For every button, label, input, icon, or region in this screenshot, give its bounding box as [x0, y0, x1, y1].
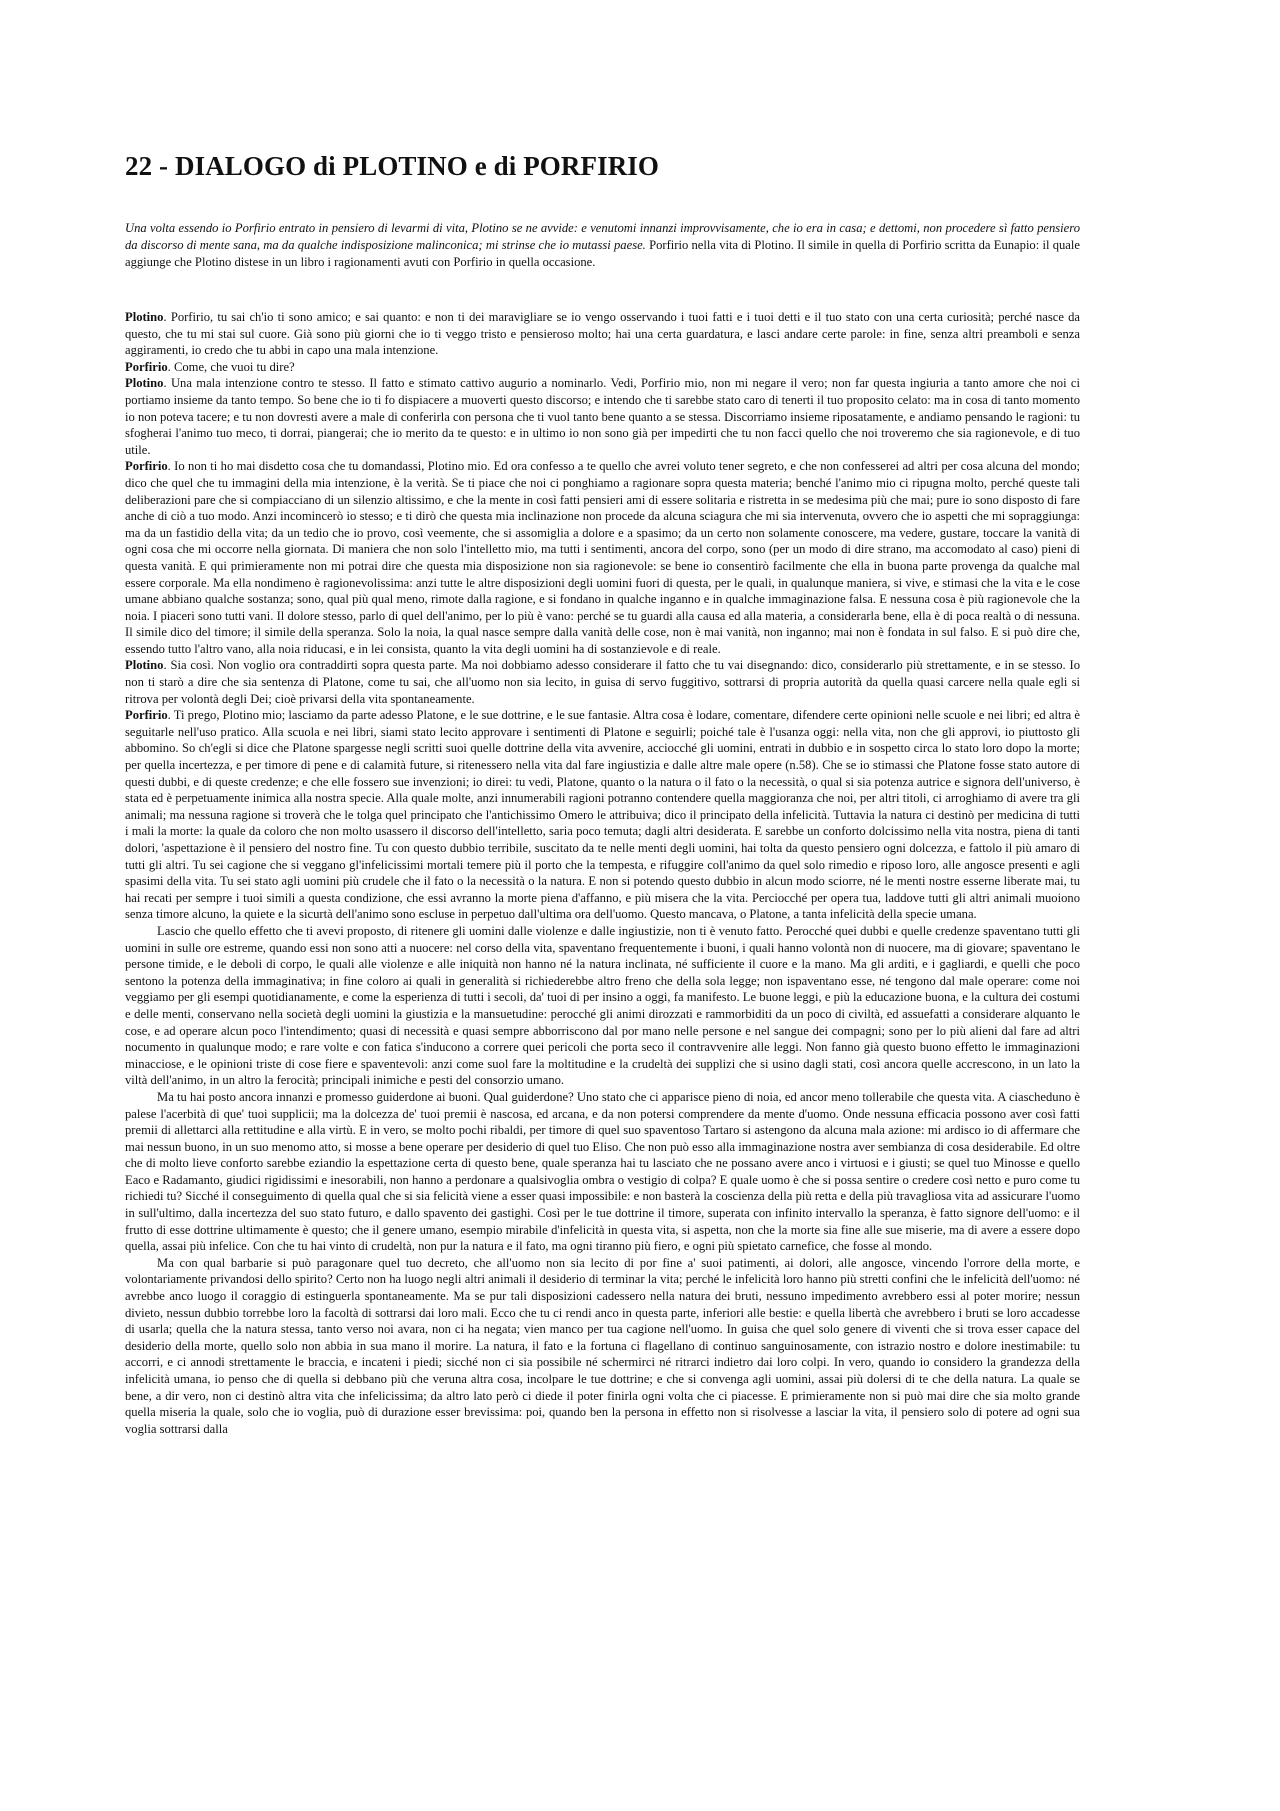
turn-text: . Io non ti ho mai disdetto cosa che tu domandassi, Plotino mio. Ed ora confesso a te quello che avrei voluto tener segreto, e che non confesserei ad altri per cosa alcuna del mondo; dico che quel che tu immagini della mia intenzione, è la verità. Se ti piace che noi ci ponghiamo a ragionare sopra questa materia; benché l'animo mio ci ripugna molto, perché queste tali deliberazioni pare che si compiacciano di un silenzio altissimo, e che la mente in così fatti pensieri ami di essere solitaria e ristretta in se medesima più che mai; pure io sono disposto di fare anche di ciò a tuo modo. Anzi incomincerò io stesso; e ti dirò che questa mia inclinazione non procede da alcuna sciagura che mi sia intervenuta, ovvero che io aspetti che mi sopraggiunga: ma da un fastidio della vita; da un tedio che io provo, così veemente, che si assomiglia a dolore e a spasimo; da un certo non solamente conoscere, ma vedere, gustare, toccare la vanità di ogni cosa che mi occorre nella giornata. Di maniera che non solo l'intelletto mio, ma tutti i sentimenti, ancora del corpo, sono (per un modo di dire strano, ma accomodato al caso) pieni di questa vanità. E qui primieramente non mi potrai dire che questa mia disposizione non sia ragionevole: se bene io consentirò facilmente che ella in buona parte provenga da qualche mal essere corporale. Ma ella nondimeno è ragionevolissima: anzi tutte le altre disposizioni degli uomini fuori di questa, per le quali, in qualunque maniera, si vive, e stimasi che la vita e le cose umane abbiano qualche sostanza; sono, qual più qual meno, rimote dalla ragione, e si fondano in qualche inganno e in qualche immaginazione falsa. E nessuna cosa è più ragionevole che la noia. I piaceri sono tutti vani. Il dolore stesso, parlo di quel dell'animo, per lo più è vano: perché se tu guardi alla causa ed alla materia, a considerarla bene, ella è di poca realtà o di nessuna. Il simile dico del timore; il simile della speranza. Solo la noia, la qual nasce sempre dalla vanità delle cose, non è mai vanità, non inganno; mai non è fondata in sul falso. E si può dire che, essendo tutto l'altro vano, alla noia riducasi, e in lei consista, quanto la vita degli uomini ha di sostanzievole e di reale.	[125, 459, 1080, 656]
dialogue-turn	[125, 458, 1080, 657]
turn-text: . Porfirio, tu sai ch'io ti sono amico; e sai quanto: e non ti dei maravigliare se io vengo osservando i tuoi fatti e i tuoi detti e il tuo stato con una certa curiosità; perché nasce da questo, che tu mi stai sul cuore. Già sono più giorni che io ti veggo tristo e pensieroso molto; hai una certa guardatura, e lasci andare certe parole: in fine, senza altri preamboli e senza aggiramenti, io credo che tu abbi in capo una mala intenzione.	[125, 310, 1080, 358]
dialogue-turn	[125, 707, 1080, 923]
document-page	[125, 150, 1080, 1437]
epigraph-source: Porfirio nella vita di Plotino. Il simile in quella di Porfirio scritta da Eunapio: il quale aggiunge che Plotino distese in un libro i ragionamenti avuti con Porfirio in quella occasione.	[125, 238, 1080, 269]
body-paragraph: Ma tu hai posto ancora innanzi e promesso guiderdone ai buoni. Qual guiderdone? Uno stato che ci apparisce pieno di noia, ed ancor meno tollerabile che questa vita. A ciascheduno è palese l'acerbità di que' tuoi supplicii; ma la dolcezza de' tuoi premii è nascosa, ed arcana, e da non potersi comprendere da mente d'uomo. Onde nessuna efficacia possono aver così fatti premii di allettarci alla rettitudine e alla virtù. E in vero, se molto pochi ribaldi, per timore di quel suo spaventoso Tartaro si astengono da alcuna mala azione: mi ardisco io di affermare che mai nessun buono, in un suo menomo atto, si mosse a bene operare per desiderio di quel tuo Eliso. Che non può esso alla immaginazione nostra aver sembianza di cosa desiderabile. Ed oltre che di molto lieve conforto sarebbe eziandio la espettazione certa di questo bene, quale speranza hai tu lasciato che ne possano avere anco i virtuosi e i giusti; se quel tuo Minosse e quello Eaco e Radamanto, giudici rigidissimi e inesorabili, non hanno a perdonare a qualsivoglia ombra o vestigio di colpa? E quale uomo è che si possa sentire o credere così netto e puro come tu richiedi tu? Sicché il conseguimento di quella qual che si sia felicità viene a esser quasi impossibile: e non basterà la coscienza della più retta e della più travagliosa vita ad assicurare l'uomo in sull'ultimo, dalla incertezza del suo stato futuro, e dallo spavento dei gastighi. Così per le tue dottrine il timore, superata con infinito intervallo la speranza, è fatto signore dell'uomo: e il frutto di esse dottrine ultimamente è questo; che il genere umano, esempio mirabile d'infelicità in questa vita, si aspetta, non che la morte sia fine alle sue miserie, ma di avere a essere dopo quella, assai più infelice. Con che tu hai vinto di crudeltà, non pur la natura e il fato, ma ogni tiranno più fiero, e ogni più spietato carnefice, che fosse al mondo.	[125, 1089, 1080, 1254]
body-paragraph: Lascio che quello effetto che ti avevi proposto, di ritenere gli uomini dalle violenze e dalle ingiustizie, non ti è venuto fatto. Perocché quei dubbi e quelle credenze spaventano tutti gli uomini in sulle ore estreme, quando essi non sono atti a nuocere: nel corso della vita, spaventano frequentemente i buoni, i quali hanno volontà non di nuocere, ma di giovare; spaventano le persone timide, e le deboli di corpo, le quali alle violenze e alle iniquità non hanno né la natura inclinata, né sufficiente il cuore e la mano. Ma gli arditi, e i gagliardi, e quelli che poco sentono la potenza della immaginativa; in fine coloro ai quali in generalità si richiederebbe altro freno che della sola legge; non ispaventano esse, né tengono dal male operare: come noi veggiamo per gli esempi quotidianamente, e come la esperienza di tutti i secoli, da' tuoi di per insino a oggi, fa manifesto. Le buone leggi, e più la educazione buona, e la cultura dei costumi e delle menti, conservano nella società degli uomini la giustizia e la mansuetudine: perocché gli animi dirozzati e rammorbiditi da un poco di civiltà, ed assuefatti a considerare alquanto le cose, e ad operare alcun poco l'intendimento; quasi di necessità e quasi sempre abborriscono dal por mano nelle persone e nel sangue dei compagni; sono per lo più alieni dal fare ad altri nocumento in qualunque modo; e rare volte e con fatica s'inducono a correre quei pericoli che porta seco il contravvenire alle leggi. Non fanno già questo buono effetto le immaginazioni minacciose, e le opinioni triste di cose fiere e spaventevoli: anzi come suol fare la moltitudine e la crudeltà dei supplizi che si usino dagli stati, così ancora quelle accrescono, in un lato la viltà dell'animo, in un altro la ferocità; principali inimiche e pesti del consorzio umano.	[125, 923, 1080, 1088]
epigraph	[125, 220, 1080, 271]
turn-text: . Ti prego, Plotino mio; lasciamo da parte adesso Platone, e le sue dottrine, e le sue fantasie. Altra cosa è lodare, comentare, difendere certe opinioni nelle scuole e nei libri; ed altra è seguitarle nell'uso pratico. Alla scuola e nei libri, siami stato lecito approvare i sentimenti di Platone e seguirli; poiché tale è l'usanza oggi: nella vita, non che gli approvi, io piuttosto gli abbomino. So ch'egli si dice che Platone spargesse negli scritti suoi quelle dottrine della vita avvenire, acciocché gli uomini, entrati in dubbio e in sospetto circa lo stato loro dopo la morte; per quella incertezza, e per timore di pene e di calamità future, si ritenessero nella vita dal fare ingiustizia e dalle altre male opere (n.58). Che se io stimassi che Platone fosse stato autore di questi dubbi, e di queste credenze; e che elle fossero sue invenzioni; io direi: tu vedi, Platone, quanto o la natura o il fato o la necessità, o qual si sia potenza autrice e signora dell'universo, è stata ed è perpetuamente inimica alla nostra specie. Alla quale molte, anzi innumerabili ragioni potranno contendere quella maggioranza che noi, per altri titoli, ci arroghiamo di avere tra gli animali; ma nessuna ragione si troverà che le tolga quel principato che l'antichissimo Omero le attribuiva; dico il principato della infelicità. Tuttavia la natura ci destinò per medicina di tutti i mali la morte: la quale da coloro che non molto usassero il discorso dell'intelletto, saria poco temuta; dagli altri desiderata. E sarebbe un conforto dolcissimo nella vita nostra, piena di tanti dolori, 'aspettazione è il pensiero del nostro fine. Tu con questo dubbio terribile, suscitato da te nelle menti degli uomini, hai tolta da questo pensiero ogni dolcezza, e fattolo il più amaro di tutti gli altri. Tu sei cagione che si veggano gl'infelicissimi mortali temere più il porto che la tempesta, e rifuggire coll'animo da quel solo rimedio e riposo loro, alle angosce presenti e agli spasimi della vita. Tu sei stato agli uomini più crudele che il fato o la necessità o la natura. E non si potendo questo dubbio in alcun modo sciorre, né le menti nostre esserne liberate mai, tu hai recati per sempre i tuoi simili a questa condizione, che essi avranno la morte piena d'affanno, e più misera che la vita. Perciocché per opera tua, laddove tutti gli altri animali muoiono senza timore alcuno, la quiete e la sicurtà dell'animo sono escluse in perpetuo dall'ultima ora dell'uomo. Questo mancava, o Platone, a tanta infelicità della specie umana.	[125, 708, 1080, 922]
body-paragraph: Ma con qual barbarie si può paragonare quel tuo decreto, che all'uomo non sia lecito di por fine a' suoi patimenti, ai dolori, alle angosce, vincendo l'orrore della morte, e volontariamente privandosi dello spirito? Certo non ha luogo negli altri animali il desiderio di terminar la vita; perché le infelicità loro hanno più stretti confini che le infelicità dell'uomo: né avrebbe anco luogo il coraggio di estinguerla spontaneamente. Ma se pur tali disposizioni cadessero nella natura dei bruti, nessuno impedimento avrebbero essi al poter morire; nessun divieto, nessun dubbio torrebbe loro la facoltà di sottrarsi dai loro mali. Ecco che tu ci rendi anco in questa parte, inferiori alle bestie: e quella libertà che avrebbero i bruti se loro accadesse di usarla; quella che la natura stessa, tanto verso noi avara, non ci ha negata; vien manco per tua cagione nell'uomo. In guisa che quel solo genere di viventi che si trova esser capace del desiderio della morte, quello solo non abbia in sua mano il morire. La natura, il fato e la fortuna ci flagellano di continuo sanguinosamente, con istrazio nostro e dolore inestimabile: tu accorri, e ci annodi strettamente le braccia, e incateni i piedi; sicché non ci sia possibile né schermirci né ritrarci indietro dai loro colpi. In vero, quando io considero la grandezza della infelicità umana, io penso che di quella si debbano più che veruna altra cosa, incolpare le tue dottrine; e che si convenga agli uomini, assai più dolersi di te che della natura. La quale se bene, a dir vero, non ci destinò altra vita che infelicissima; da altro lato però ci diede il poter finirla ogni volta che ci piacesse. E primieramente non si può mai dire che sia molto grande quella miseria la quale, solo che io voglia, può di durazione esser brevissima: poi, quando ben la persona in effetto non si risolvesse a lasciar la vita, il pensiero solo di potere ad ogni sua voglia sottrarsi dalla	[125, 1255, 1080, 1436]
turn-text: . Come, che vuoi tu dire?	[167, 359, 295, 374]
epigraph-quote: Una volta essendo io Porfirio entrato in pensiero di levarmi di vita, Plotino se ne avvide: e venutomi innanzi improvvisamente, che io era in casa; e dettomi, non procedere sì fatto pensiero da discorso di mente sana, ma da qualche indisposizione malinconica; mi strinse che io mutassi paese.	[125, 221, 1080, 252]
page-title: 22 - DIALOGO di PLOTINO e di PORFIRIO	[125, 151, 659, 181]
speaker-name: Plotino	[125, 658, 164, 673]
speaker-name: Plotino	[125, 376, 164, 391]
speaker-name: Plotino	[125, 310, 164, 324]
dialogue-turn	[125, 375, 1080, 458]
turn-text: . Una mala intenzione contro te stesso. Il fatto e stimato cattivo augurio a nominarlo. Vedi, Porfirio mio, non mi negare il vero; non far questa ingiuria a tanto amore che noi ci portiamo insieme da tanto tempo. So bene che io ti fo dispiacere a muoverti questo discorso; e intendo che ti sarebbe stato caro di tenerti il tuo proposito celato: ma in cosa di tanto momento io non poteva tacere; e tu non dovresti avere a male di conferirla con persona che ti vuol tanto bene quanto a se stessa. Discorriamo insieme riposatamente, e andiamo pensando le ragioni: tu sfogherai l'animo tuo meco, ti dorrai, piangerai; che io merito da te questo: e in ultimo io non sono già per impedirti che tu non facci quello che noi troveremo che sia ragionevole, e di tuo utile.	[125, 376, 1080, 457]
turn-text: . Sia così. Non voglio ora contraddirti sopra questa parte. Ma noi dobbiamo adesso considerare il fatto che tu vai disegnando: dico, considerarlo più strettamente, e in se stesso. Io non ti starò a dire che sia sentenza di Platone, come tu sai, che all'uomo non sia lecito, in guisa di servo fuggitivo, sottrarsi di propria autorità da quella quasi carcere nella quale egli si ritrova per volontà degli Dei; cioè privarsi della vita spontaneamente.	[125, 658, 1080, 706]
speaker-name: Porfirio	[125, 459, 168, 474]
dialogue-turn	[125, 309, 1080, 359]
dialogue-turn	[125, 657, 1080, 707]
dialogue-turn	[125, 359, 1080, 376]
dialogue-body	[125, 309, 1080, 1437]
speaker-name: Porfirio	[125, 708, 168, 723]
speaker-name: Porfirio	[125, 359, 168, 374]
